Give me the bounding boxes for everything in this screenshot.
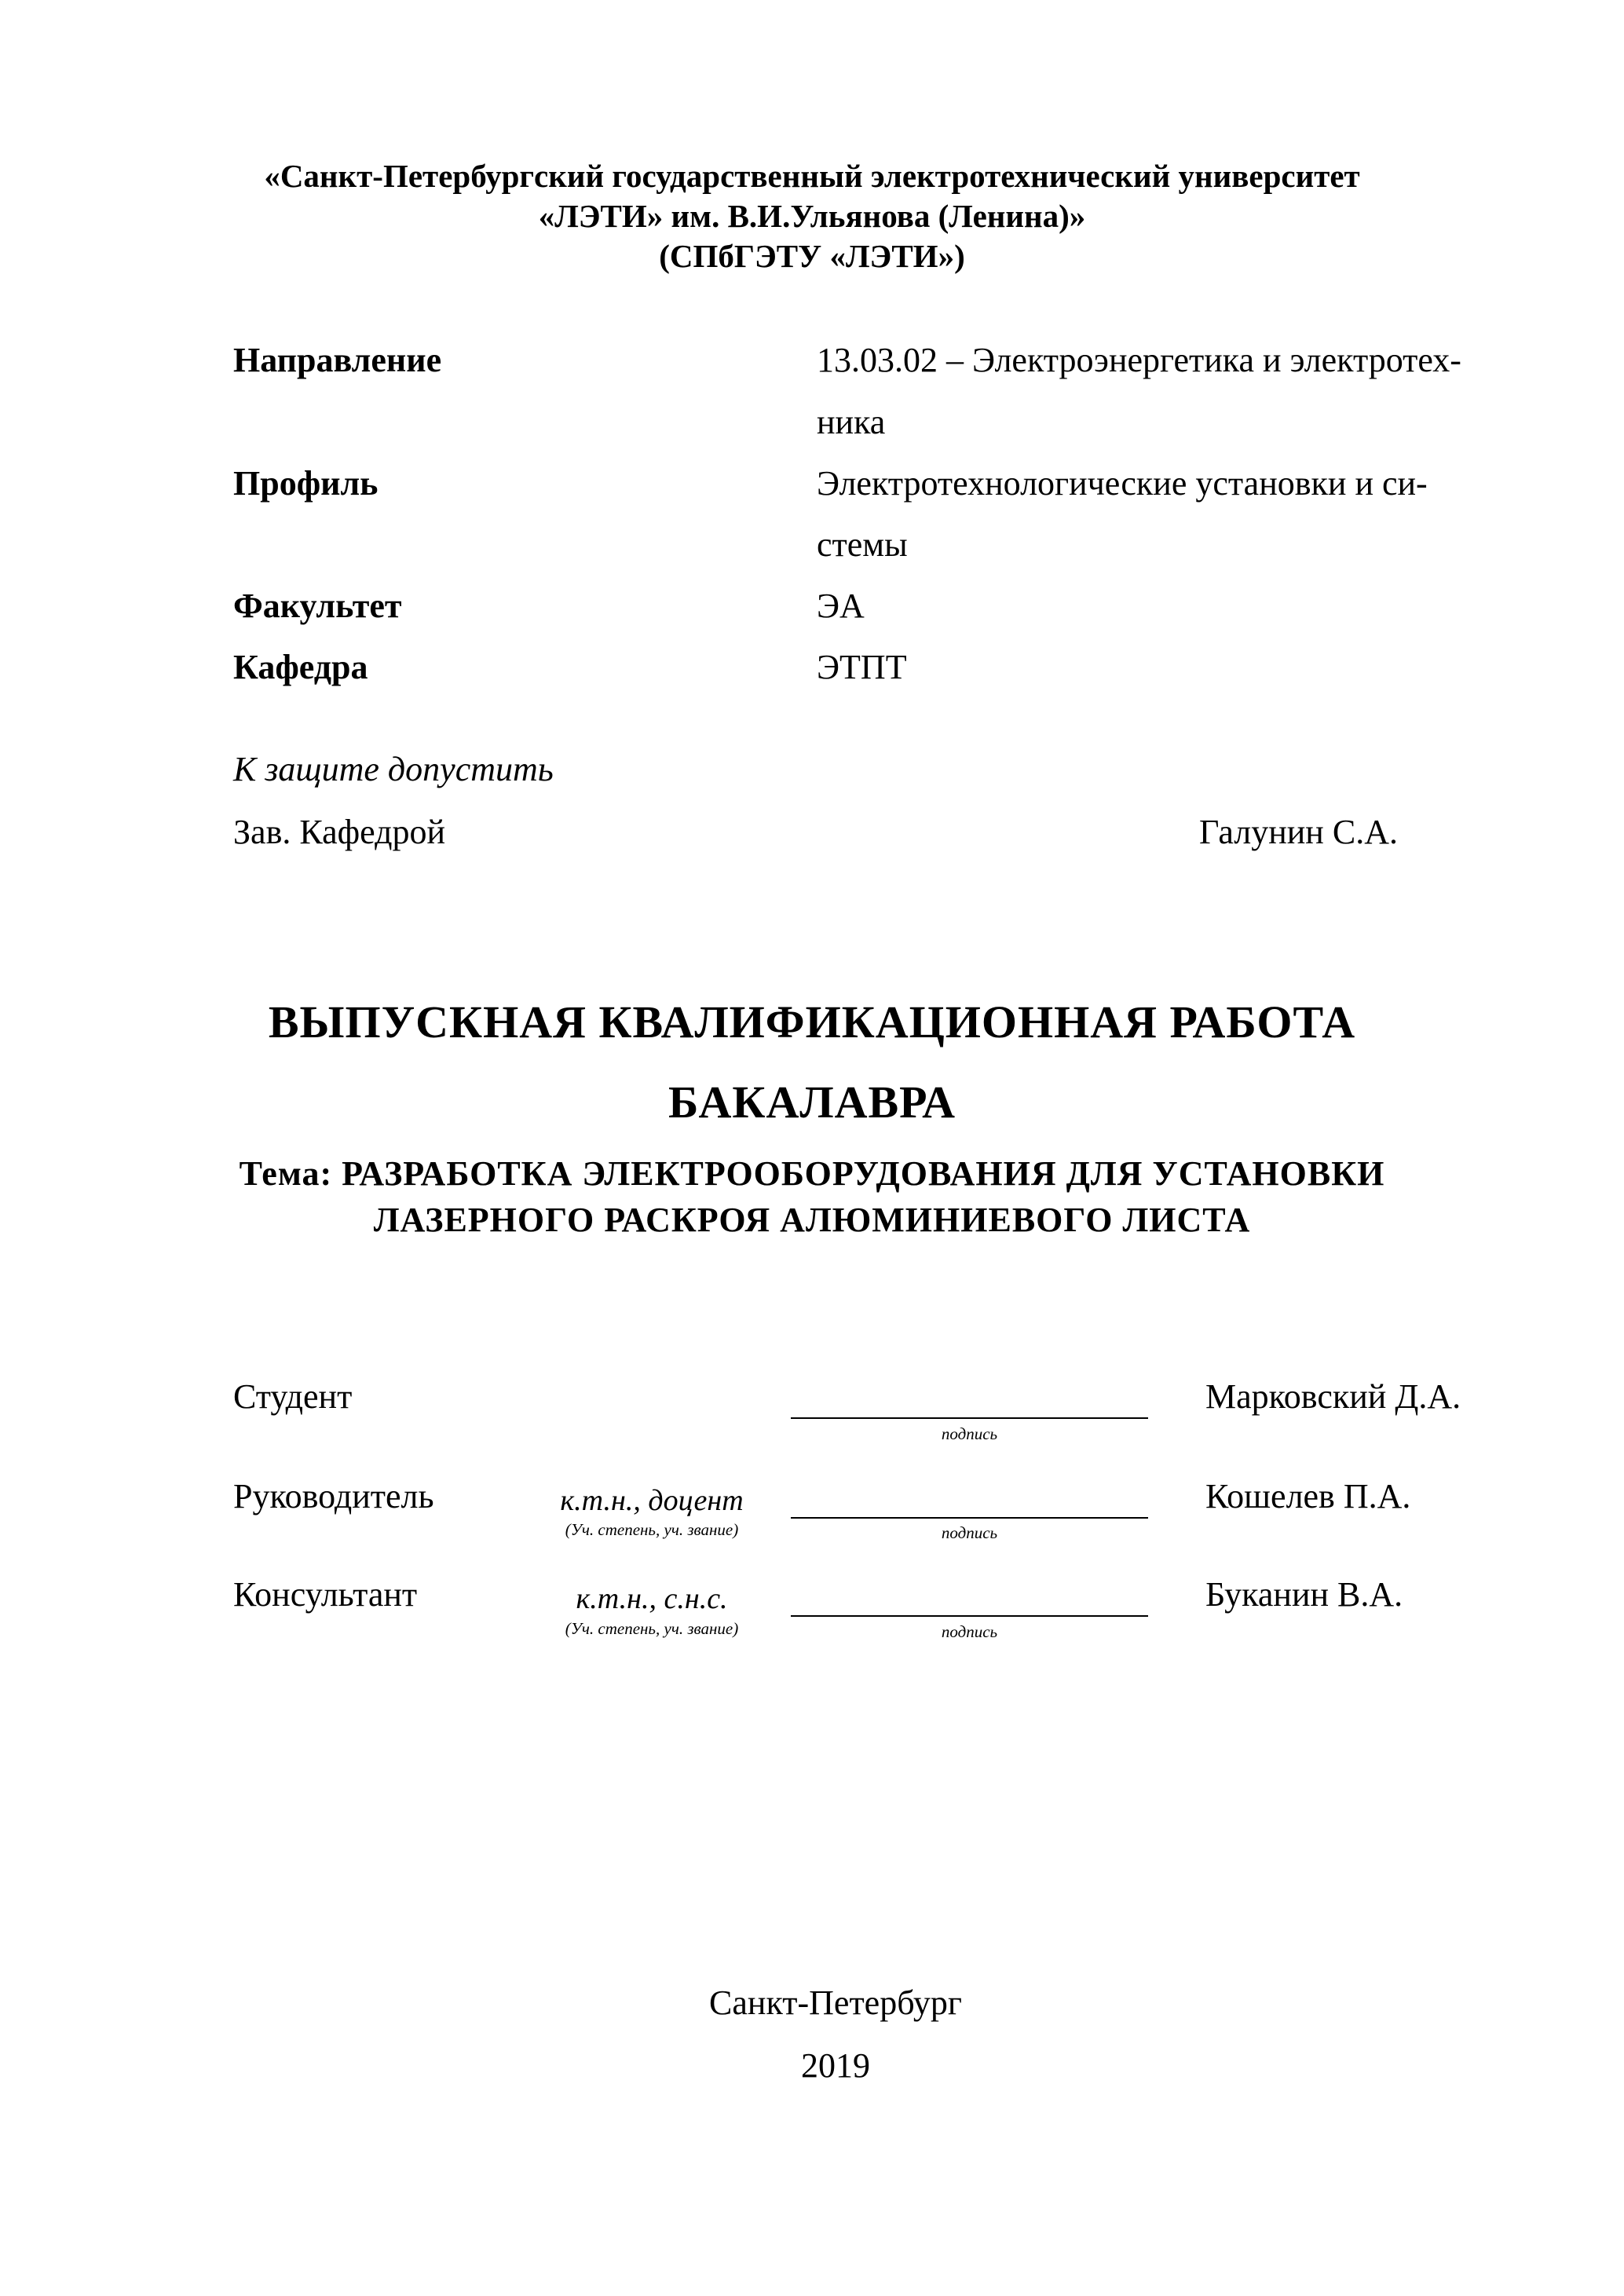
supervisor-name: Кошелев П.А. (1205, 1477, 1411, 1515)
approval-role: Зав. Кафедрой (233, 813, 446, 851)
direction-label: Направление (233, 341, 442, 379)
university-name-line1: «Санкт-Петербургский государственный электротехнический университет (264, 158, 1360, 194)
footer-year: 2019 (801, 2046, 870, 2085)
supervisor-role: Руководитель (233, 1477, 434, 1515)
profile-value-line2: стемы (817, 525, 908, 564)
student-signature-caption: подпись (941, 1424, 998, 1443)
supervisor-rank: к.т.н., доцент (560, 1484, 744, 1517)
department-value: ЭТПТ (817, 648, 907, 686)
approval-note: К защите допустить (233, 750, 554, 788)
supervisor-rank-caption: (Уч. степень, уч. звание) (565, 1520, 739, 1539)
direction-value-line1: 13.03.02 – Электроэнергетика и электротех- (817, 341, 1461, 379)
consultant-rank: к.т.н., с.н.с. (576, 1582, 728, 1615)
department-label: Кафедра (233, 648, 368, 686)
theme-line2: ЛАЗЕРНОГО РАСКРОЯ АЛЮМИНИЕВОГО ЛИСТА (373, 1201, 1251, 1239)
document-title-line1: ВЫПУСКНАЯ КВАЛИФИКАЦИОННАЯ РАБОТА (268, 996, 1356, 1047)
profile-label: Профиль (233, 464, 379, 503)
faculty-label: Факультет (233, 587, 402, 625)
supervisor-signature-caption: подпись (941, 1523, 998, 1542)
direction-value-line2: ника (817, 403, 886, 441)
consultant-name: Буканин В.А. (1205, 1575, 1403, 1614)
footer-city: Санкт-Петербург (709, 1983, 962, 2022)
university-abbreviation: (СПбГЭТУ «ЛЭТИ») (659, 238, 965, 274)
consultant-signature-line (791, 1615, 1148, 1617)
student-signature-line (791, 1417, 1148, 1419)
consultant-rank-caption: (Уч. степень, уч. звание) (565, 1619, 739, 1638)
profile-value-line1: Электротехнологические установки и си- (817, 464, 1428, 503)
approval-name: Галунин С.А. (1199, 813, 1398, 851)
consultant-role: Консультант (233, 1575, 418, 1614)
document-title-line2: БАКАЛАВРА (668, 1077, 956, 1128)
theme-line1: Тема: РАЗРАБОТКА ЭЛЕКТРООБОРУДОВАНИЯ ДЛЯ УСТАНОВКИ (239, 1154, 1385, 1193)
student-name: Марковский Д.А. (1205, 1377, 1461, 1416)
student-role: Студент (233, 1377, 353, 1416)
supervisor-signature-line (791, 1517, 1148, 1519)
university-name-line2: «ЛЭТИ» им. В.И.Ульянова (Ленина)» (538, 198, 1086, 234)
faculty-value: ЭА (817, 587, 865, 625)
consultant-signature-caption: подпись (941, 1622, 998, 1641)
